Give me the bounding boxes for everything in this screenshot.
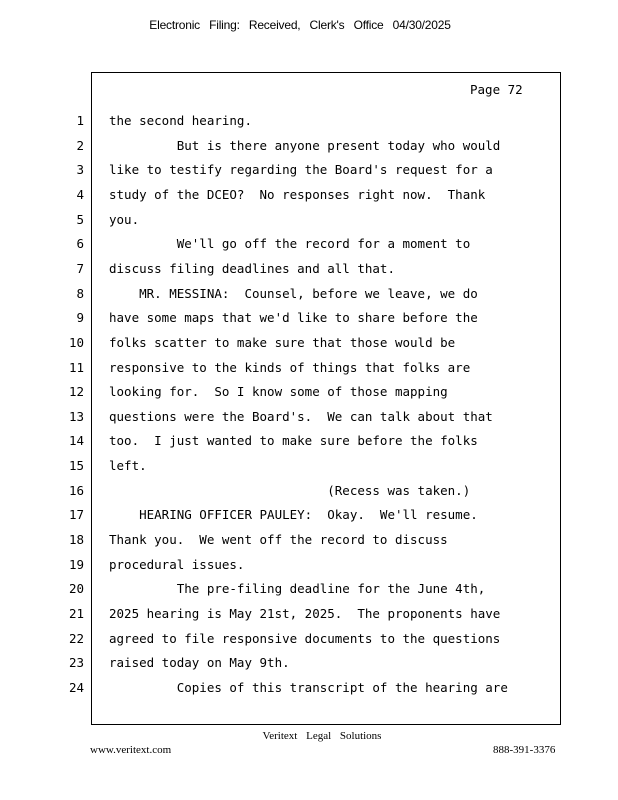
line-number: 12: [68, 384, 84, 400]
line-number: 2: [76, 137, 84, 153]
line-number: 4: [76, 186, 84, 202]
line-text: The pre-filing deadline for the June 4th,: [109, 581, 486, 597]
line-number: 20: [68, 581, 84, 597]
line-number: 21: [68, 606, 84, 621]
line-text: raised today on May 9th.: [109, 655, 290, 671]
line-number: 10: [68, 334, 84, 350]
transcript-line: [0, 382, 600, 402]
transcript-line: [0, 160, 600, 180]
line-number: 9: [76, 310, 84, 326]
transcript-line: [0, 185, 600, 205]
transcript-line: [0, 579, 600, 599]
transcript-line: [0, 481, 600, 501]
transcript-line: [0, 505, 600, 525]
filing-stamp-header: Electronic Filing: Received, Clerk's Office 04/30/2025: [149, 18, 451, 32]
line-text: Copies of this transcript of the hearing are: [109, 679, 508, 695]
transcript-line: [0, 530, 600, 550]
transcript-line: [0, 308, 600, 328]
line-text: questions were the Board's. We can talk about that: [109, 408, 493, 424]
transcript-line: [0, 111, 600, 131]
line-text: 2025 hearing is May 21st, 2025. The proponents have: [109, 606, 501, 621]
footer-website: www.veritext.com: [90, 744, 172, 756]
line-text: HEARING OFFICER PAULEY: Okay. We'll resume.: [109, 507, 478, 523]
page-number: Page 72: [470, 82, 523, 97]
line-number: 24: [68, 679, 84, 695]
footer-company: Veritext Legal Solutions: [262, 730, 382, 742]
transcript-line: [0, 604, 600, 624]
line-text: agreed to file responsive documents to the questions: [109, 630, 501, 646]
line-text: left.: [109, 458, 147, 474]
line-number: 11: [68, 359, 84, 375]
line-text: Thank you. We went off the record to discuss: [109, 532, 448, 548]
footer-phone: 888-391-3376: [493, 744, 556, 756]
line-number: 15: [68, 458, 84, 474]
line-text: (Recess was taken.): [109, 482, 471, 498]
transcript-line: [0, 629, 600, 649]
line-text: study of the DCEO? No responses right now. Thank: [109, 186, 486, 202]
line-number: 13: [68, 408, 84, 424]
transcript-line: [0, 136, 600, 156]
line-text: looking for. So I know some of those mapping: [109, 384, 448, 400]
transcript-line: [0, 210, 600, 230]
line-number: 8: [76, 285, 84, 301]
line-text: you.: [109, 211, 140, 227]
line-number: 14: [68, 433, 84, 449]
transcript-line: [0, 234, 600, 254]
transcript-line: [0, 407, 600, 427]
transcript-line: [0, 358, 600, 378]
line-number: 7: [76, 260, 84, 276]
transcript-line: [0, 456, 600, 476]
line-text: folks scatter to make sure that those would be: [109, 334, 456, 350]
line-text: have some maps that we'd like to share before the: [109, 310, 478, 326]
transcript-line: [0, 431, 600, 451]
line-number: 16: [68, 482, 84, 498]
line-text: responsive to the kinds of things that folks are: [109, 359, 471, 375]
transcript-line: [0, 333, 600, 353]
line-text: too. I just wanted to make sure before the folks: [109, 433, 478, 449]
transcript-line: [0, 259, 600, 279]
line-number: 17: [68, 507, 84, 523]
line-text: the second hearing.: [109, 113, 252, 128]
line-number: 5: [76, 211, 84, 227]
line-number: 23: [68, 655, 84, 671]
line-text: But is there anyone present today who would: [109, 137, 501, 153]
line-number: 22: [68, 630, 84, 646]
line-text: We'll go off the record for a moment to: [109, 236, 471, 252]
line-text: procedural issues.: [109, 556, 245, 572]
line-number: 3: [76, 162, 84, 178]
line-text: MR. MESSINA: Counsel, before we leave, we do: [109, 285, 478, 301]
line-number: 6: [76, 236, 84, 252]
line-number: 1: [76, 113, 84, 128]
transcript-line: [0, 284, 600, 304]
line-number: 19: [68, 556, 84, 572]
line-number: 18: [68, 532, 84, 548]
line-text: discuss filing deadlines and all that.: [109, 260, 395, 276]
line-text: like to testify regarding the Board's request for a: [109, 162, 493, 178]
transcript-line: [0, 653, 600, 673]
transcript-line: [0, 678, 600, 698]
transcript-line: [0, 555, 600, 575]
